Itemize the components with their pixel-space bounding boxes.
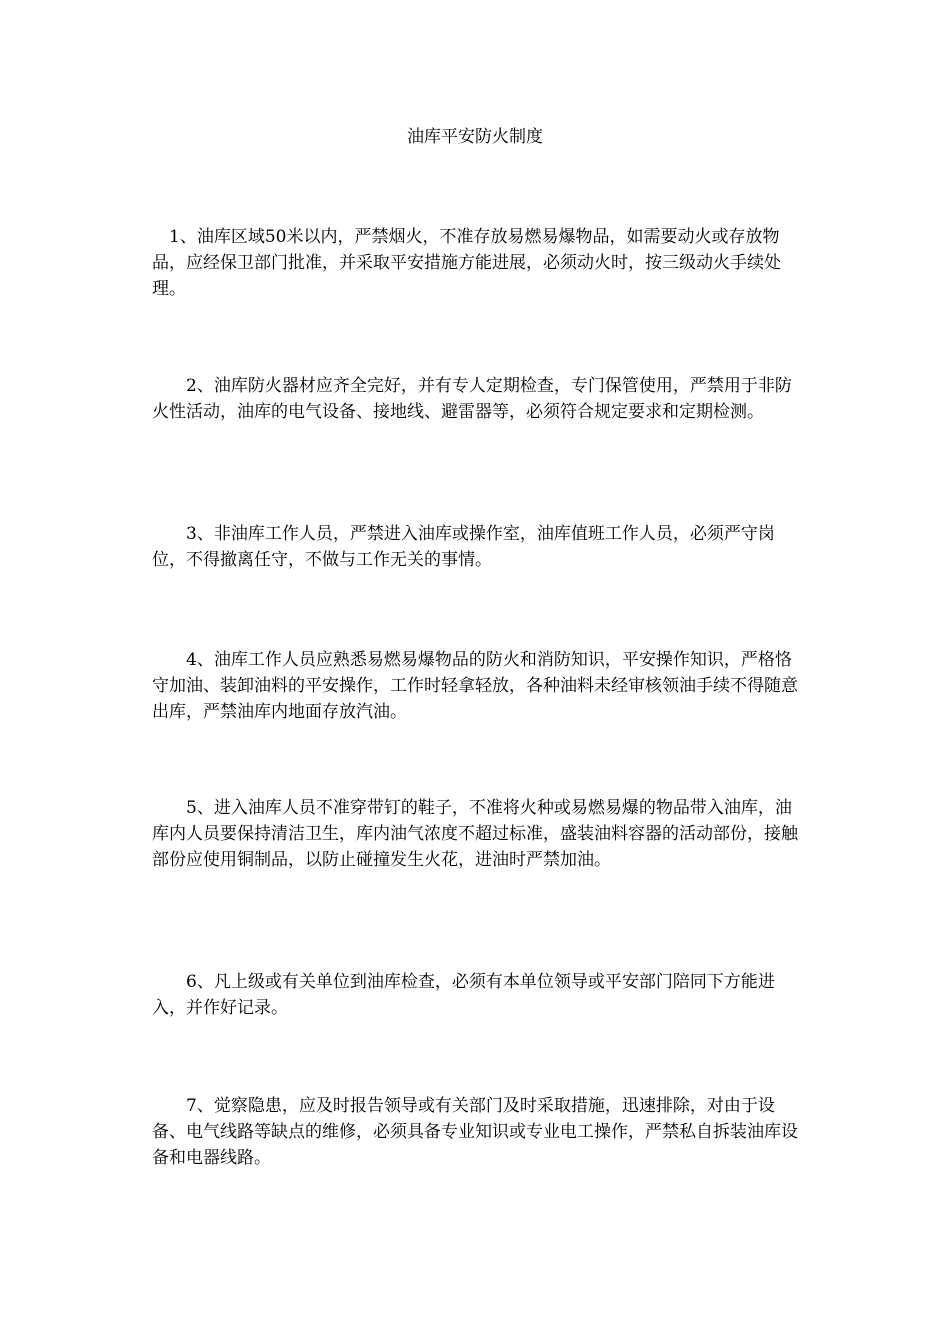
rule-paragraph-2: 2、油库防火器材应齐全完好，并有专人定期检查，专门保管使用，严禁用于非防火性活动，油库的电气设备、接地线、避雷器等，必须符合规定要求和定期检测。 — [152, 376, 792, 422]
rule-paragraph-5: 5、进入油库人员不准穿带钉的鞋子，不准将火种或易燃易爆的物品带入油库，油库内人员要保持清洁卫生，库内油气浓度不超过标准，盛装油料容器的活动部份，接触部份应使用铜制品，以防止碰撞发生火花，进油时严禁加油。 — [152, 798, 798, 870]
rule-paragraph-3: 3、非油库工作人员，严禁进入油库或操作室，油库值班工作人员，必须严守岗位，不得撤离任守，不做与工作无关的事情。 — [152, 524, 775, 570]
document-title: 油库平安防火制度 — [407, 127, 543, 147]
rule-paragraph-7: 7、觉察隐患，应及时报告领导或有关部门及时采取措施，迅速排除，对由于设备、电气线路等缺点的维修，必须具备专业知识或专业电工操作，严禁私自拆装油库设备和电器线路。 — [152, 1096, 798, 1168]
rule-paragraph-4: 4、油库工作人员应熟悉易燃易爆物品的防火和消防知识，平安操作知识，严格恪守加油、装卸油料的平安操作，工作时轻拿轻放，各种油料未经审核领油手续不得随意出库，严禁油库内地面存放汽油。 — [152, 650, 798, 722]
rule-paragraph-6: 6、凡上级或有关单位到油库检查，必须有本单位领导或平安部门陪同下方能进入，并作好记录。 — [152, 972, 775, 1018]
rule-paragraph-1: 1、油库区域50米以内，严禁烟火，不准存放易燃易爆物品，如需要动火或存放物品，应经保卫部门批准，并采取平安措施方能进展，必须动火时，按三级动火手续处理。 — [152, 227, 781, 299]
